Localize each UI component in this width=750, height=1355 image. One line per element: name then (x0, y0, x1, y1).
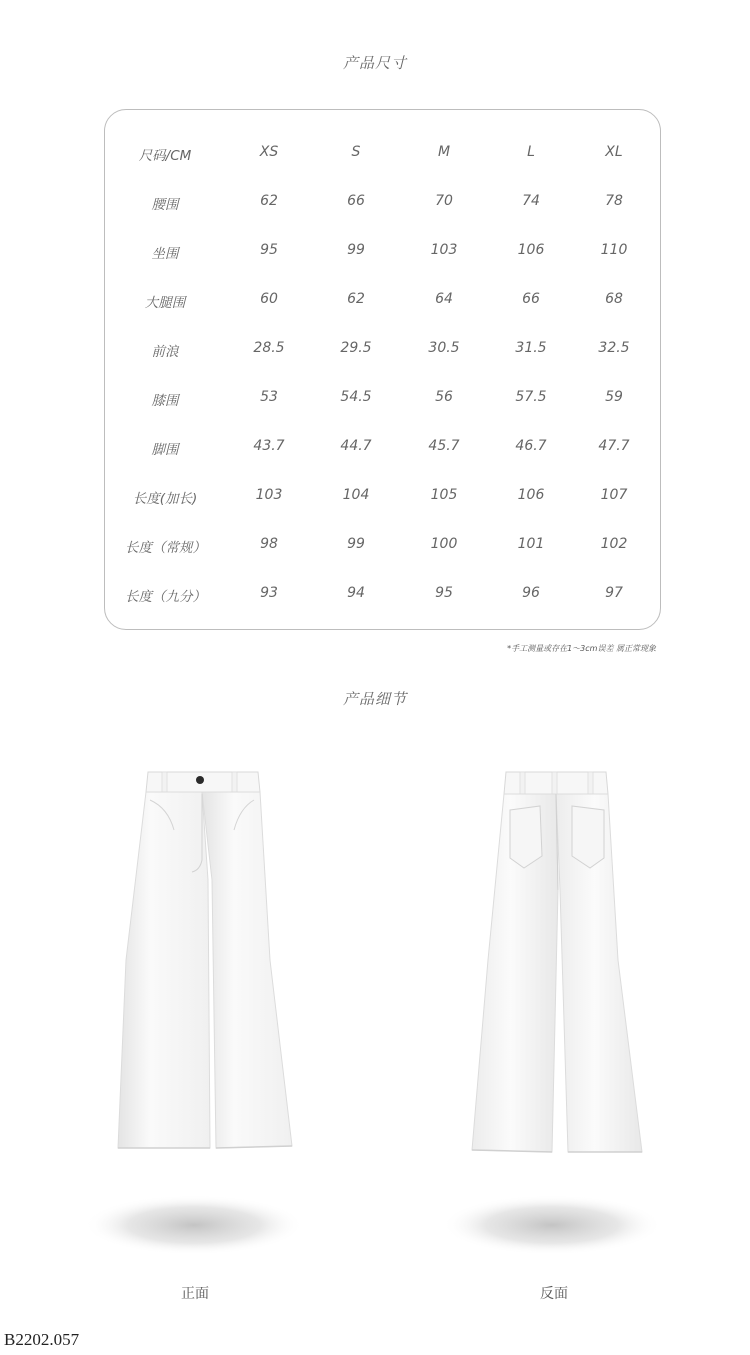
size-table (104, 109, 661, 630)
table-cell: 46.7 (515, 438, 547, 454)
table-row (105, 340, 660, 360)
back-jeans-illustration (432, 760, 672, 1300)
table-cell: 60 (260, 291, 278, 307)
table-cell: 32.5 (598, 340, 630, 356)
header-cell-xs: XS (259, 144, 279, 160)
table-cell: 95 (435, 585, 453, 601)
table-cell: 97 (605, 585, 623, 601)
row-label: 大腿围 (144, 295, 186, 311)
table-cell: 100 (430, 536, 458, 552)
front-jeans-illustration (82, 760, 322, 1300)
table-row (105, 585, 660, 605)
row-label: 长度（九分） (125, 589, 206, 605)
table-cell: 44.7 (340, 438, 372, 454)
table-cell: 99 (347, 536, 365, 552)
table-cell: 43.7 (253, 438, 285, 454)
table-cell: 103 (430, 242, 458, 258)
header-cell-s: S (351, 144, 361, 160)
table-cell: 56 (435, 389, 453, 405)
table-cell: 95 (260, 242, 278, 258)
table-cell: 62 (347, 291, 365, 307)
header-cell-xl: XL (605, 144, 623, 160)
table-cell: 99 (347, 242, 365, 258)
table-cell: 110 (600, 242, 628, 258)
table-cell: 70 (435, 193, 453, 209)
table-cell: 106 (517, 242, 545, 258)
table-cell: 64 (435, 291, 453, 307)
header-cell-size: 尺码/CM (138, 148, 192, 164)
table-cell: 103 (255, 487, 283, 503)
back-product-image (432, 760, 672, 1300)
table-cell: 105 (430, 487, 458, 503)
table-cell: 53 (260, 389, 278, 405)
size-section-title: 产品尺寸 (342, 54, 407, 72)
table-row (105, 389, 660, 409)
table-cell: 106 (517, 487, 545, 503)
row-label: 膝围 (151, 393, 179, 409)
table-row (105, 291, 660, 311)
table-cell: 94 (347, 585, 365, 601)
table-cell: 96 (522, 585, 540, 601)
table-cell: 68 (605, 291, 623, 307)
front-view-label: 正面 (181, 1286, 209, 1302)
table-cell: 107 (600, 487, 628, 503)
table-cell: 57.5 (515, 389, 547, 405)
back-view-label: 反面 (540, 1286, 568, 1302)
table-cell: 45.7 (428, 438, 460, 454)
product-sku: B2202.057 (4, 1330, 80, 1349)
table-cell: 101 (517, 536, 545, 552)
table-cell: 59 (605, 389, 623, 405)
table-cell: 30.5 (428, 340, 460, 356)
header-cell-m: M (437, 144, 451, 160)
table-row (105, 487, 660, 507)
table-cell: 74 (522, 193, 540, 209)
row-label: 腰围 (151, 197, 179, 213)
table-cell: 54.5 (340, 389, 372, 405)
row-label: 前浪 (151, 344, 179, 360)
table-cell: 29.5 (340, 340, 372, 356)
detail-section-title: 产品细节 (342, 690, 407, 708)
table-cell: 28.5 (253, 340, 285, 356)
header-cell-l: L (527, 144, 535, 160)
table-row (105, 242, 660, 262)
row-label: 坐围 (151, 246, 179, 262)
table-cell: 98 (260, 536, 278, 552)
size-table-header-row (105, 144, 660, 164)
front-product-image (82, 760, 322, 1300)
table-row (105, 536, 660, 556)
table-cell: 62 (260, 193, 278, 209)
row-label: 长度（常规） (125, 540, 206, 556)
table-cell: 102 (600, 536, 628, 552)
table-cell: 104 (342, 487, 370, 503)
table-cell: 66 (347, 193, 365, 209)
measurement-note: *手工测量或存在1～3cm误差 属正常现象 (507, 644, 656, 653)
row-label: 长度(加长) (132, 491, 198, 507)
table-cell: 31.5 (515, 340, 547, 356)
row-label: 脚围 (151, 442, 179, 458)
table-row (105, 438, 660, 458)
table-row (105, 193, 660, 213)
table-cell: 78 (605, 193, 623, 209)
table-cell: 93 (260, 585, 278, 601)
table-cell: 66 (522, 291, 540, 307)
table-cell: 47.7 (598, 438, 630, 454)
